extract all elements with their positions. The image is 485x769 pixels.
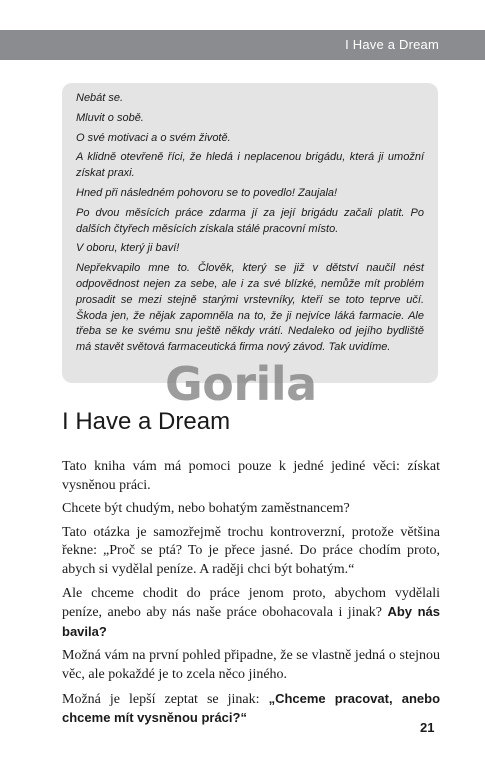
dialog-line: V oboru, který ji baví! xyxy=(76,242,180,255)
dialog-line: Nebát se. xyxy=(76,92,124,104)
paragraph-text: Chcete být chudým, nebo bohatým zaměstnancem? xyxy=(62,501,350,517)
paragraph-text: Tato otázka je samozřejmě trochu kontroverzní, protože většina řekne: „Proč se ptá? To je přece jasné. Do práce chodím proto, abych si vydělal peníze. A raději chci být bohatým.“ xyxy=(62,524,440,577)
gorila-watermark: Gorila xyxy=(165,357,317,411)
body-paragraph xyxy=(62,524,440,580)
paragraph-bold-text: Aby nás bavila? xyxy=(62,604,440,639)
body-paragraph xyxy=(62,585,440,643)
dialog-line: Mluvit o sobě. xyxy=(76,111,144,124)
paragraph-text: Možná vám na první pohled připadne, že se vlastně jedná o stejnou věc, ale pokaždé je to zcela něco jiného. xyxy=(62,648,440,682)
body-paragraph xyxy=(62,458,440,495)
body-paragraph xyxy=(62,647,440,684)
body-text xyxy=(62,458,440,734)
body-paragraph xyxy=(62,690,440,729)
dialog-line: Nepřekvapilo mne to. Člověk, který se již v dětství naučil nést odpovědnost nejen za sebe, ale i za své blízké, nemůže mít problém prosadit se mezi stejně starými vrstevníky, kteří se toto teprve učí. Škoda jen, že nějak zapomněla na to, že ji nejvíce láká farmacie. Ale třeba se ke svému snu ještě někdy vrátí. Nedaleko od jejího bydliště má stavět světová farmaceutická firma nový závod. Tak uvidíme. xyxy=(76,262,424,354)
dialog-box xyxy=(62,83,438,383)
paragraph-bold-text: „Chceme pracovat, anebo chceme mít vysněnou práci?“ xyxy=(62,690,441,726)
paragraph-text: Tato kniha vám má pomoci pouze k jedné jediné věci: získat vysněnou práci. xyxy=(62,459,440,493)
body-paragraph xyxy=(62,500,440,519)
paragraph-text: Ale chceme chodit do práce jenom proto, abychom vydělali peníze, anebo aby nás naše práce obohacovala i jinak? xyxy=(62,585,440,621)
dialog-line: A klidně otevřeně říci, že hledá i neplacenou brigádu, která ji umožní získat praxi. xyxy=(76,151,424,180)
page-number: 21 xyxy=(420,720,435,735)
section-heading: I Have a Dream xyxy=(62,408,231,435)
dialog-line: O své motivaci a o svém životě. xyxy=(76,131,231,144)
dialog-line: Hned při následném pohovoru se to povedlo! Zaujala! xyxy=(76,186,338,199)
running-header-title: I Have a Dream xyxy=(345,37,439,52)
dialog-line: Po dvou měsících práce zdarma jí za její brigádu začali platit. Po dalších čtyřech měsících získala stálé pracovní místo. xyxy=(76,206,424,235)
paragraph-text: Možná je lepší zeptat se jinak: xyxy=(62,691,269,707)
running-header-bar xyxy=(0,30,485,60)
